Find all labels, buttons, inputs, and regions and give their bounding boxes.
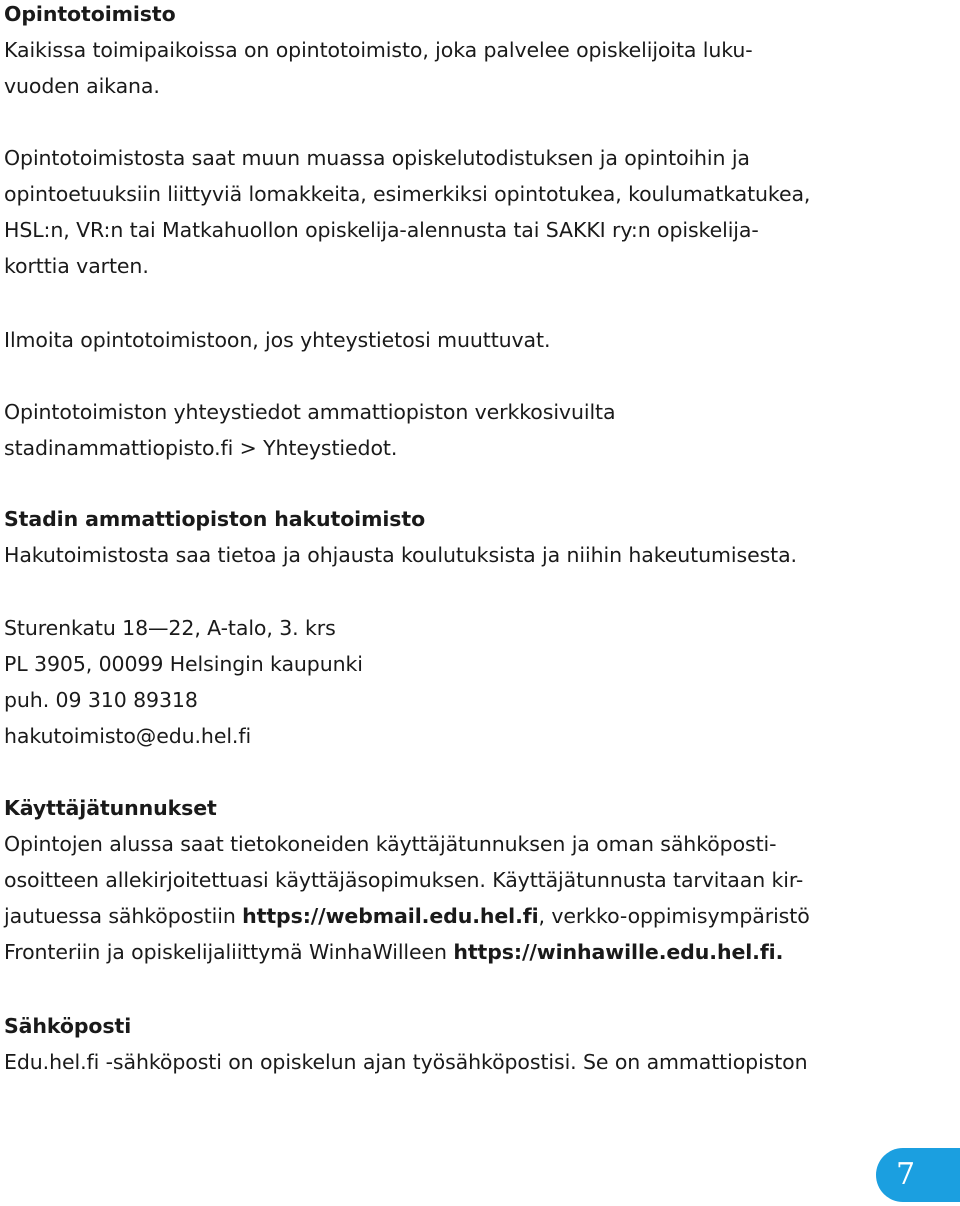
section-heading: Sähköposti (4, 1014, 132, 1038)
winhawille-link[interactable]: https://winhawille.edu.hel.fi. (453, 940, 784, 964)
email-link[interactable]: hakutoimisto@edu.hel.fi (4, 724, 252, 748)
paragraph-line: Ilmoita opintotoimistoon, jos yhteystietosi muuttuvat. (4, 328, 551, 352)
paragraph-line: Opintotoimiston yhteystiedot ammattiopiston verkkosivuilta (4, 400, 616, 424)
text-fragment: Fronteriin ja opiskelijaliittymä WinhaWilleen (4, 940, 454, 964)
paragraph-line: Kaikissa toimipaikoissa on opintotoimisto, joka palvelee opiskelijoita luku- (4, 38, 753, 62)
section-kayttajatunnukset (4, 790, 904, 970)
paragraph-opintotoimistosta (4, 140, 904, 284)
website-link[interactable]: stadinammattiopisto.fi > Yhteystiedot. (4, 436, 398, 460)
paragraph-line: Opintotoimistosta saat muun muassa opiskelutodistuksen ja opintoihin ja (4, 146, 750, 170)
paragraph-line: opintoetuuksiin liittyviä lomakkeita, esimerkiksi opintotukea, koulumatkatukea, (4, 182, 811, 206)
address-line: Sturenkatu 18—22, A-talo, 3. krs (4, 616, 336, 640)
paragraph-line: korttia varten. (4, 254, 149, 278)
section-sahkoposti (4, 1008, 904, 1080)
paragraph-line (4, 898, 904, 934)
paragraph-line: Opintojen alussa saat tietokoneiden käyttäjätunnuksen ja oman sähköposti- (4, 832, 777, 856)
paragraph-line: Hakutoimistosta saa tietoa ja ohjausta koulutuksista ja niihin hakeutumisesta. (4, 543, 797, 567)
page-number: 7 (896, 1157, 916, 1192)
paragraph-line: vuoden aikana. (4, 74, 160, 98)
paragraph-ilmoita (4, 322, 904, 358)
phone-line: puh. 09 310 89318 (4, 688, 198, 712)
section-heading: Käyttäjätunnukset (4, 796, 217, 820)
page-number-tab (876, 1148, 960, 1202)
po-box-line: PL 3905, 00099 Helsingin kaupunki (4, 652, 363, 676)
section-heading: Stadin ammattiopiston hakutoimisto (4, 507, 426, 531)
paragraph-line: osoitteen allekirjoitettuasi käyttäjäsopimuksen. Käyttäjätunnusta tarvitaan kir- (4, 868, 804, 892)
webmail-link[interactable]: https://webmail.edu.hel.fi (242, 904, 539, 928)
paragraph-line: HSL:n, VR:n tai Matkahuollon opiskelija-alennusta tai SAKKI ry:n opiskelija- (4, 218, 759, 242)
section-hakutoimisto (4, 501, 904, 573)
section-heading: Opintotoimisto (4, 2, 176, 26)
text-fragment: jautuessa sähköpostiin (4, 904, 243, 928)
contact-block (4, 610, 904, 754)
paragraph-line (4, 934, 904, 970)
paragraph-yhteystiedot (4, 394, 904, 466)
text-fragment: , verkko-oppimisympäristö (538, 904, 810, 928)
paragraph-line: Edu.hel.fi -sähköposti on opiskelun ajan työsähköpostisi. Se on ammattiopiston (4, 1050, 808, 1074)
section-opintotoimisto (4, 0, 904, 104)
